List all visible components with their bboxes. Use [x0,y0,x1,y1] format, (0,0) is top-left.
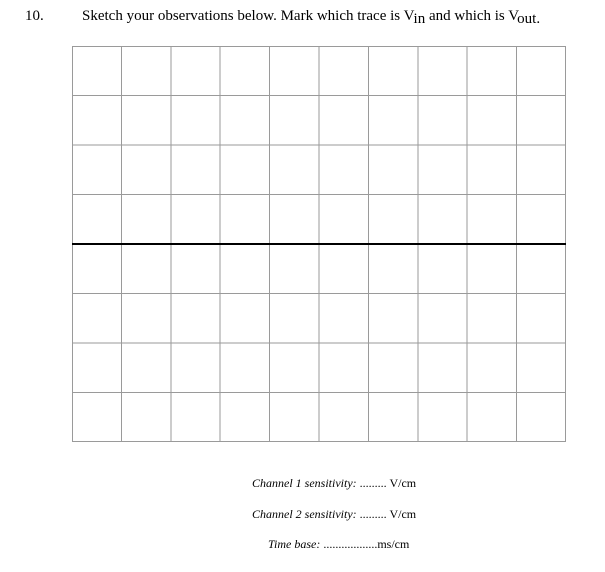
oscilloscope-grid-svg[interactable] [72,46,566,442]
channel1-sensitivity [252,476,416,491]
vout-subscript: out [517,11,537,27]
oscilloscope-grid[interactable] [72,46,566,442]
question-text [82,8,540,25]
timebase-blank[interactable]: .................. [320,537,378,551]
channel2-label: Channel 2 sensitivity: [252,507,357,521]
question-text-middle: and which is [425,8,509,24]
vout-symbol: Vout [508,8,537,27]
channel1-unit: V/cm [386,476,417,490]
channel2-blank[interactable]: ......... [356,507,387,521]
time-base [268,537,409,552]
question-number: 10. [25,8,44,24]
channel1-label: Channel 1 sensitivity: [252,476,357,490]
channel2-unit: V/cm [386,507,417,521]
vin-symbol: Vin [403,8,426,27]
channel1-blank[interactable]: ......... [356,476,387,490]
question-text-end: . [536,11,541,27]
vin-subscript: in [413,11,426,27]
timebase-label: Time base: [268,537,321,551]
question-text-intro: Sketch your observations below. Mark which trace is [82,8,404,24]
timebase-unit: ms/cm [377,537,410,551]
channel2-sensitivity [252,507,416,522]
